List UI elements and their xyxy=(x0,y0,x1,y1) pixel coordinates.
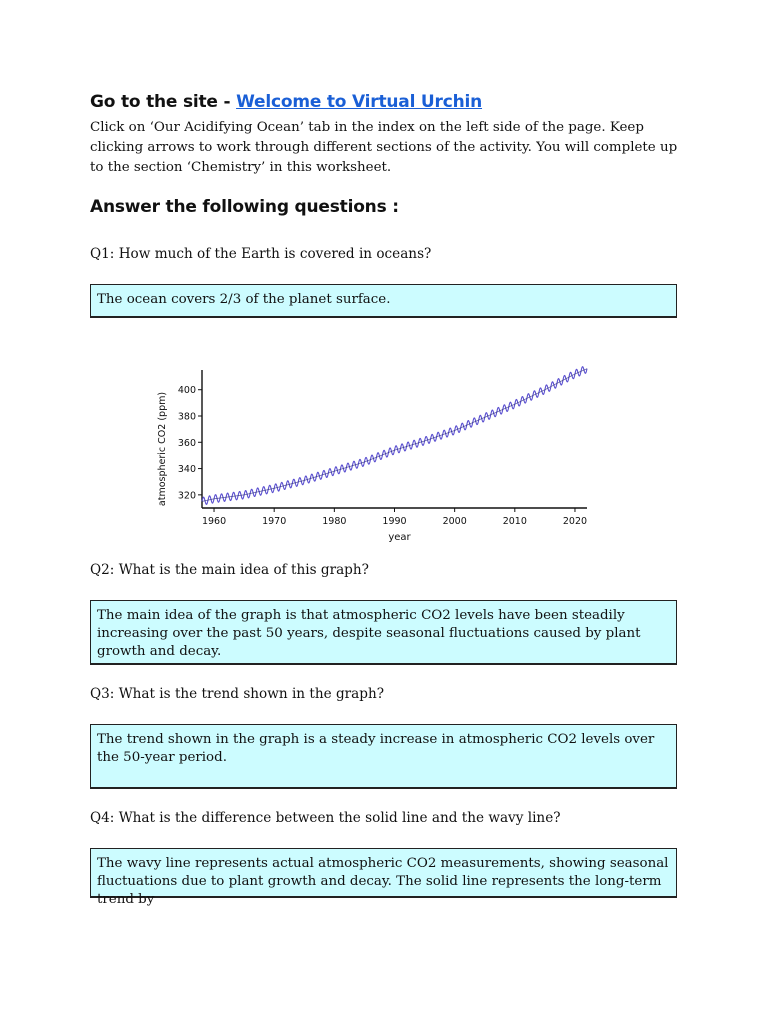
question-3: Q3: What is the trend shown in the graph? xyxy=(90,686,385,702)
virtual-urchin-link[interactable]: Welcome to Virtual Urchin xyxy=(236,92,483,112)
y-tick-label: 340 xyxy=(177,464,196,476)
x-tick-label: 2000 xyxy=(442,516,467,527)
question-2: Q2: What is the main idea of this graph? xyxy=(90,562,369,578)
answer-box-1[interactable]: The ocean covers 2/3 of the planet surface. xyxy=(90,284,677,318)
site-heading xyxy=(90,92,482,112)
y-tick-label: 360 xyxy=(177,437,196,449)
answer-box-4[interactable]: The wavy line represents actual atmospheric CO2 measurements, showing seasonal fluctuations due to plant growth and decay. The solid line represents the long-term trend by xyxy=(90,848,677,898)
y-tick-label: 320 xyxy=(177,490,196,502)
x-axis-label: year xyxy=(388,532,411,543)
y-tick-label: 380 xyxy=(177,411,196,423)
co2-trend-line xyxy=(202,369,587,502)
answer-box-3[interactable]: The trend shown in the graph is a steady increase in atmospheric CO2 levels over the 50-year period. xyxy=(90,724,677,789)
x-tick-label: 1990 xyxy=(382,516,407,527)
site-heading-prefix: Go to the site - xyxy=(90,92,237,112)
answer-box-2[interactable]: The main idea of the graph is that atmospheric CO2 levels have been steadily increasing over the past 50 years, despite seasonal fluctuations caused by plant growth and decay. xyxy=(90,600,677,665)
questions-heading: Answer the following questions : xyxy=(90,197,399,217)
x-tick-label: 1960 xyxy=(201,516,227,527)
co2-chart xyxy=(150,360,600,555)
x-tick-label: 2010 xyxy=(502,516,527,527)
x-tick-label: 1980 xyxy=(322,516,347,527)
y-axis-label: atmospheric CO2 (ppm) xyxy=(157,391,168,507)
x-tick-label: 2020 xyxy=(562,516,588,527)
co2-seasonal-line xyxy=(202,367,587,505)
y-tick-label: 400 xyxy=(177,385,196,397)
x-tick-label: 1970 xyxy=(262,516,287,527)
question-1: Q1: How much of the Earth is covered in oceans? xyxy=(90,246,432,262)
question-4: Q4: What is the difference between the solid line and the wavy line? xyxy=(90,810,561,826)
instructions-text: Click on ‘Our Acidifying Ocean’ tab in the index on the left side of the page. Keep clicking arrows to work through different sections of the activity. You will complete up to the section ‘Chemistry’ in this worksheet. xyxy=(90,120,678,175)
